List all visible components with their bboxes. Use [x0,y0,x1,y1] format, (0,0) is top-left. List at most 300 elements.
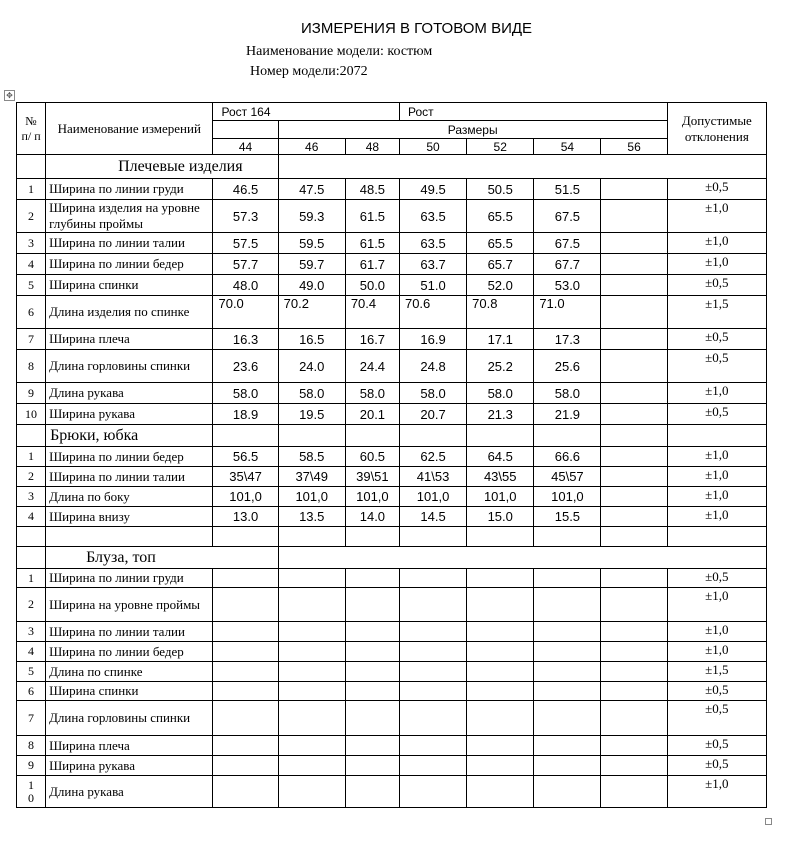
measurement-value: 52.0 [467,275,534,296]
measurement-value [278,662,345,682]
measurement-value: 58.5 [278,447,345,467]
row-number: 7 [17,701,46,736]
measurement-value [601,447,667,467]
measurement-value: 35\47 [213,467,278,487]
row-number: 7 [17,329,46,350]
measurement-value [278,756,345,776]
table-row [17,329,767,350]
measurement-name: Ширина по линии талии [46,467,213,487]
tolerance-value: ±1,0 [667,776,766,808]
measurement-value: 63.7 [399,254,466,275]
measurement-value [399,776,466,808]
measurement-value: 16.9 [399,329,466,350]
measurement-value: 21.9 [534,404,601,425]
measurement-value: 48.5 [345,179,399,200]
measurement-value: 101,0 [345,487,399,507]
measurement-value: 50.5 [467,179,534,200]
tolerance-value: ±1,0 [667,254,766,275]
measurement-value [213,622,278,642]
measurement-value: 37\49 [278,467,345,487]
measurement-value [213,662,278,682]
table-row [17,254,767,275]
measurement-value [345,588,399,622]
table-row [17,467,767,487]
measurement-value: 101,0 [213,487,278,507]
measurement-value [213,736,278,756]
measurement-value [278,622,345,642]
measurement-value: 58.0 [278,383,345,404]
measurement-value: 60.5 [345,447,399,467]
empty-cell [467,527,534,547]
row-number: 4 [17,642,46,662]
header-height-1: Рост 164 [213,103,399,121]
measurement-value [534,736,601,756]
measurement-value [601,507,667,527]
measurement-value [399,569,466,588]
tolerance-value: ±0,5 [667,404,766,425]
measurement-value: 70.8 [467,296,534,329]
table-row [17,662,767,682]
measurement-value: 101,0 [467,487,534,507]
row-number: 6 [17,296,46,329]
measurement-value: 13.5 [278,507,345,527]
measurement-value: 57.3 [213,200,278,233]
measurement-value [467,756,534,776]
table-row [17,383,767,404]
tolerance-value: ±1,0 [667,383,766,404]
measurement-value [467,588,534,622]
table-row [17,179,767,200]
measurement-name: Длина по спинке [46,662,213,682]
measurement-value: 64.5 [467,447,534,467]
measurement-name: Длина рукава [46,776,213,808]
tolerance-value: ±0,5 [667,701,766,736]
tolerance-value: ±0,5 [667,275,766,296]
table-row [17,776,767,808]
measurement-value: 63.5 [399,233,466,254]
measurement-value: 61.7 [345,254,399,275]
measurement-value [399,701,466,736]
measurement-value [213,701,278,736]
table-row [17,736,767,756]
measurement-value: 14.0 [345,507,399,527]
table-row [17,487,767,507]
measurement-value: 57.7 [213,254,278,275]
header-sizes: Размеры [278,121,667,139]
tolerance-value: ±1,5 [667,662,766,682]
measurement-value [345,622,399,642]
measurements-table [16,102,767,808]
measurement-value: 39\51 [345,467,399,487]
measurement-value: 67.7 [534,254,601,275]
measurement-name: Длина изделия по спинке [46,296,213,329]
measurement-value [534,756,601,776]
tolerance-value: ±0,5 [667,682,766,701]
row-number: 4 [17,254,46,275]
measurement-value [601,776,667,808]
measurement-value: 58.0 [213,383,278,404]
table-row [17,756,767,776]
measurement-value [345,736,399,756]
table-resize-handle[interactable] [765,818,772,825]
measurement-value: 49.0 [278,275,345,296]
measurement-value [601,200,667,233]
measurement-value [534,622,601,642]
measurement-value [213,569,278,588]
measurement-value [345,756,399,776]
table-row [17,275,767,296]
measurement-value [399,682,466,701]
measurement-value: 20.7 [399,404,466,425]
measurement-value: 48.0 [213,275,278,296]
row-number: 10 [17,404,46,425]
measurement-value: 21.3 [467,404,534,425]
measurement-value: 17.3 [534,329,601,350]
tolerance-value: ±1,0 [667,467,766,487]
measurement-value [467,622,534,642]
measurement-value: 70.0 [213,296,278,329]
row-number: 9 [17,383,46,404]
measurement-value [534,569,601,588]
measurement-value: 66.6 [534,447,601,467]
measurement-value: 49.5 [399,179,466,200]
tolerance-value: ±1,0 [667,622,766,642]
measurement-value: 51.5 [534,179,601,200]
measurement-value: 24.4 [345,350,399,383]
header-number: № п/ п [17,103,46,155]
empty-cell [667,527,766,547]
measurement-value: 43\55 [467,467,534,487]
measurement-value: 67.5 [534,233,601,254]
measurement-value: 15.0 [467,507,534,527]
measurement-value [278,642,345,662]
measurement-value: 58.0 [467,383,534,404]
tolerance-value: ±1,0 [667,487,766,507]
measurement-value [278,588,345,622]
measurement-value [601,756,667,776]
measurement-value: 24.0 [278,350,345,383]
tolerance-value: ±0,5 [667,756,766,776]
measurement-value [345,682,399,701]
measurement-value: 56.5 [213,447,278,467]
row-number: 2 [17,467,46,487]
tolerance-value: ±1,0 [667,447,766,467]
measurement-value: 25.6 [534,350,601,383]
row-number: 1 0 [17,776,46,808]
measurement-value: 70.6 [399,296,466,329]
section-blank [467,425,534,447]
measurement-value [467,701,534,736]
measurement-name: Ширина рукава [46,404,213,425]
measurement-value: 70.4 [345,296,399,329]
measurement-value [278,682,345,701]
measurement-value: 70.2 [278,296,345,329]
measurement-value: 18.9 [213,404,278,425]
measurement-value [278,701,345,736]
row-number: 1 [17,447,46,467]
measurement-value [534,588,601,622]
table-row [17,233,767,254]
measurement-value [345,701,399,736]
measurement-value [467,736,534,756]
section-blank [278,547,766,569]
header-tolerance: Допустимые отклонения [667,103,766,155]
section-title: Брюки, юбка [46,425,213,447]
measurement-value: 61.5 [345,233,399,254]
measurement-value [601,487,667,507]
measurement-value [213,642,278,662]
tolerance-value: ±1,5 [667,296,766,329]
measurement-value: 24.8 [399,350,466,383]
empty-cell [213,527,278,547]
measurement-value: 23.6 [213,350,278,383]
measurement-name: Длина горловины спинки [46,350,213,383]
table-row [17,642,767,662]
measurement-value: 58.0 [399,383,466,404]
measurement-value [601,233,667,254]
measurement-name: Ширина по линии груди [46,569,213,588]
measurement-name: Ширина на уровне проймы [46,588,213,622]
measurement-value [601,275,667,296]
tolerance-value: ±1,0 [667,233,766,254]
measurement-value: 58.0 [345,383,399,404]
measurement-name: Ширина изделия на уровне глубины проймы [46,200,213,233]
measurement-value [399,756,466,776]
measurement-value [601,662,667,682]
tolerance-value: ±0,5 [667,329,766,350]
measurement-value: 51.0 [399,275,466,296]
section-blank [601,425,667,447]
measurement-value [399,622,466,642]
measurement-name: Ширина по линии бедер [46,447,213,467]
measurement-value [534,662,601,682]
section-number-cell [17,155,46,179]
measurement-value: 17.1 [467,329,534,350]
measurement-value [601,383,667,404]
measurement-value: 46.5 [213,179,278,200]
section-blank [345,425,399,447]
measurement-value [601,404,667,425]
measurement-value: 47.5 [278,179,345,200]
measurement-value [345,569,399,588]
empty-cell [601,527,667,547]
section-blank [278,425,345,447]
measurement-value: 58.0 [534,383,601,404]
measurement-value: 101,0 [534,487,601,507]
tolerance-value: ±1,0 [667,642,766,662]
table-row [17,507,767,527]
measurement-value: 65.5 [467,233,534,254]
empty-cell [345,527,399,547]
measurement-value: 41\53 [399,467,466,487]
size-header: 44 [213,139,278,155]
measurement-value [213,682,278,701]
measurement-value: 16.5 [278,329,345,350]
measurement-value [213,588,278,622]
measurement-value [278,569,345,588]
header-blank [213,121,278,139]
table-row [17,350,767,383]
row-number: 1 [17,569,46,588]
document-title: ИЗМЕРЕНИЯ В ГОТОВОМ ВИДЕ [300,20,533,37]
measurement-value [399,642,466,662]
measurement-value [467,569,534,588]
measurement-name: Ширина внизу [46,507,213,527]
measurement-value [399,662,466,682]
measurement-value [278,736,345,756]
measurement-value: 62.5 [399,447,466,467]
measurement-value [534,682,601,701]
measurement-value: 25.2 [467,350,534,383]
measurement-value: 59.3 [278,200,345,233]
measurement-name: Ширина спинки [46,275,213,296]
measurement-value [601,588,667,622]
measurement-value [467,776,534,808]
empty-cell [399,527,466,547]
measurement-value: 20.1 [345,404,399,425]
tolerance-value: ±1,0 [667,507,766,527]
measurement-value [467,682,534,701]
header-height-2: Рост [399,103,667,121]
measurement-value [213,776,278,808]
measurement-value [601,350,667,383]
measurement-value [601,179,667,200]
measurement-value [278,776,345,808]
measurement-value: 67.5 [534,200,601,233]
measurement-name: Ширина по линии бедер [46,642,213,662]
measurement-name: Ширина по линии талии [46,622,213,642]
table-row [17,682,767,701]
row-number: 2 [17,588,46,622]
measurement-value [601,569,667,588]
measurement-value: 59.7 [278,254,345,275]
measurement-value [467,662,534,682]
measurement-name: Ширина по линии бедер [46,254,213,275]
measurement-value [601,329,667,350]
section-blank [399,425,466,447]
row-number: 3 [17,233,46,254]
measurement-value [601,254,667,275]
table-move-handle-icon[interactable]: ✥ [4,90,15,101]
size-header: 50 [399,139,466,155]
size-header: 46 [278,139,345,155]
row-number: 9 [17,756,46,776]
measurement-value: 50.0 [345,275,399,296]
row-number: 3 [17,487,46,507]
model-name: Наименование модели: костюм [246,44,433,59]
measurement-value [601,622,667,642]
measurement-value [601,467,667,487]
empty-cell [17,527,46,547]
measurement-name: Длина рукава [46,383,213,404]
measurement-value: 59.5 [278,233,345,254]
measurement-value [601,701,667,736]
measurement-name: Ширина по линии груди [46,179,213,200]
measurement-value: 101,0 [278,487,345,507]
row-number: 8 [17,736,46,756]
measurement-value [399,588,466,622]
measurement-value: 65.5 [467,200,534,233]
section-blank [213,425,278,447]
section-number-cell [17,547,46,569]
tolerance-value: ±0,5 [667,736,766,756]
measurement-value [213,756,278,776]
measurement-value [345,776,399,808]
header-measurement-name: Наименование измерений [46,103,213,155]
measurement-name: Ширина плеча [46,736,213,756]
table-row [17,447,767,467]
row-number: 6 [17,682,46,701]
tolerance-value: ±1,0 [667,588,766,622]
measurement-name: Ширина рукава [46,756,213,776]
measurement-value [601,296,667,329]
measurement-value [601,736,667,756]
measurement-value: 61.5 [345,200,399,233]
measurement-value [345,642,399,662]
table-row [17,569,767,588]
section-title: Плечевые изделия [46,155,279,179]
measurement-value [534,642,601,662]
section-blank [534,425,601,447]
tolerance-value: ±0,5 [667,569,766,588]
size-header: 54 [534,139,601,155]
measurement-value: 14.5 [399,507,466,527]
row-number: 5 [17,275,46,296]
measurement-value [601,642,667,662]
measurement-value: 45\57 [534,467,601,487]
row-number: 4 [17,507,46,527]
empty-cell [46,527,213,547]
measurement-value [399,736,466,756]
measurement-value: 19.5 [278,404,345,425]
measurement-value: 101,0 [399,487,466,507]
table-row [17,588,767,622]
table-row [17,404,767,425]
table-row [17,296,767,329]
measurement-value: 15.5 [534,507,601,527]
measurement-value [467,642,534,662]
measurement-value: 13.0 [213,507,278,527]
measurement-value [534,776,601,808]
measurement-value [534,701,601,736]
measurement-name: Ширина спинки [46,682,213,701]
table-row [17,701,767,736]
size-header: 48 [345,139,399,155]
measurement-value: 53.0 [534,275,601,296]
measurement-value: 16.7 [345,329,399,350]
measurement-value: 71.0 [534,296,601,329]
measurement-value: 65.7 [467,254,534,275]
row-number: 2 [17,200,46,233]
row-number: 3 [17,622,46,642]
table-row [17,622,767,642]
section-title: Блуза, топ [46,547,279,569]
empty-cell [278,527,345,547]
tolerance-value: ±0,5 [667,350,766,383]
measurement-value: 16.3 [213,329,278,350]
tolerance-value: ±0,5 [667,179,766,200]
measurement-value [601,682,667,701]
measurement-value: 63.5 [399,200,466,233]
measurement-name: Длина по боку [46,487,213,507]
measurement-value: 57.5 [213,233,278,254]
measurement-name: Ширина по линии талии [46,233,213,254]
model-number: Номер модели:2072 [250,64,368,79]
size-header: 52 [467,139,534,155]
size-header: 56 [601,139,667,155]
row-number: 1 [17,179,46,200]
measurement-name: Длина горловины спинки [46,701,213,736]
